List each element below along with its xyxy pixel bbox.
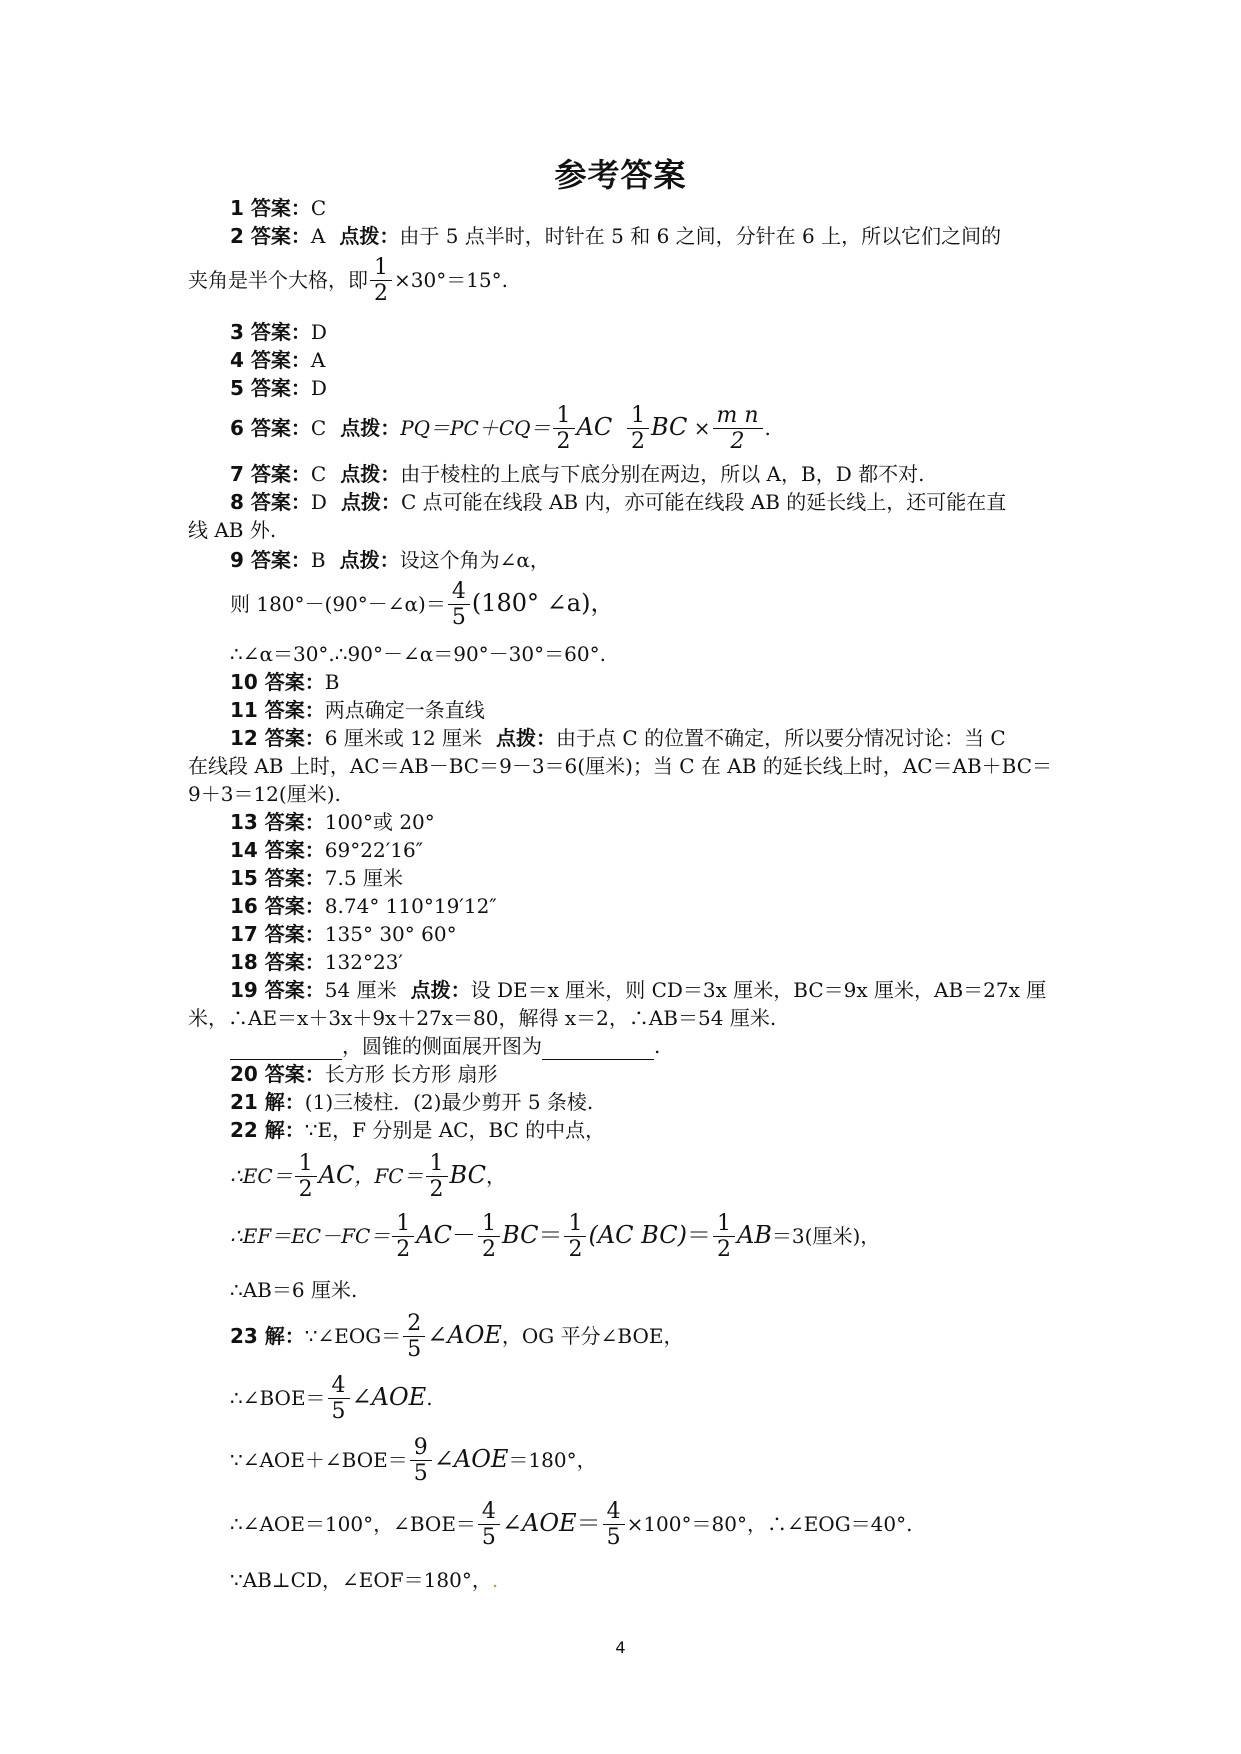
solution-text: AC (416, 1221, 452, 1249)
hint-text: ∴∠α＝30°.∴90°－∠α＝90°－30°＝60°. (230, 642, 606, 666)
hint-text: 线 AB 外. (188, 518, 277, 542)
answer-label: 11 答案： (230, 698, 325, 722)
fraction: $\frac{1}{2}$ (392, 1212, 414, 1263)
answer-label: 14 答案： (230, 838, 325, 862)
hint-text: . (764, 416, 771, 440)
answer-text: C (310, 462, 327, 486)
answer-label: 21 解： (230, 1090, 305, 1114)
answer-text: C (310, 196, 327, 220)
answer-15 (230, 864, 403, 892)
hint-text: (180° ∠a)， (471, 589, 615, 617)
answer-2-cont (188, 256, 508, 307)
solution-text: BC (502, 1221, 539, 1249)
answer-8 (230, 488, 1006, 516)
solution-text: (AC BC) (588, 1221, 687, 1249)
hint-text: 米，∴AE＝x＋3x＋9x＋27x＝80，解得 x＝2，∴AB＝54 厘米. (188, 1006, 777, 1030)
answer-10 (230, 668, 340, 696)
answer-text: 54 厘米 (324, 978, 397, 1002)
answer-11 (230, 696, 485, 724)
answer-label: 15 答案： (230, 866, 325, 890)
solution-text: ＝ (538, 1221, 563, 1249)
hint-text: 由于点 C 的位置不确定，所以要分情况讨论：当 C (556, 726, 1006, 750)
hint-text: 设 DE＝x 厘米，则 CD＝3x 厘米，BC＝9x 厘米，AB＝27x 厘 (470, 978, 1047, 1002)
hint-text: 设这个角为∠α， (399, 548, 550, 572)
solution-text: ∴∠BOE＝ (230, 1386, 326, 1410)
fraction: $\frac{4}{5}$ (328, 1374, 350, 1425)
hint-label: 点拨： (410, 978, 471, 1002)
solution-text: ∴AB＝6 厘米. (230, 1278, 358, 1302)
solution-text: ∠AOE (433, 1445, 509, 1473)
answer-9 (230, 546, 550, 574)
solution-text: ＝ (576, 1509, 601, 1537)
answer-label: 5 答案： (230, 376, 311, 400)
fraction: $\frac{9}{5}$ (410, 1436, 432, 1487)
answer-12-cont (188, 752, 1052, 780)
fill-blank (542, 1041, 654, 1060)
solution-text: BC (449, 1161, 486, 1189)
answer-1 (230, 194, 326, 222)
fraction: $\frac{1}{2}$ (478, 1212, 500, 1263)
fraction: $\frac{1}{2}$ (627, 404, 649, 455)
answer-label: 12 答案： (230, 726, 325, 750)
solution-text: . (426, 1386, 433, 1410)
answer-text: 7.5 厘米 (324, 866, 403, 890)
answer-22-line3 (230, 1212, 880, 1263)
solution-text: ∴EF＝EC－FC＝ (230, 1224, 391, 1248)
answer-9-eq (230, 580, 614, 631)
solution-text: ，FC＝ (354, 1164, 424, 1188)
solution-text: ×100°＝80°，∴∠EOG＝40°. (626, 1512, 913, 1536)
answer-label: 8 答案： (230, 490, 311, 514)
answer-2 (230, 222, 1001, 250)
solution-text: ，OG 平分∠BOE， (501, 1324, 684, 1348)
answer-22-line4 (230, 1276, 357, 1304)
stem-text: ，圆锥的侧面展开图为 (342, 1034, 542, 1058)
hint-text: C 点可能在线段 AB 内，亦可能在线段 AB 的延长线上，还可能在直 (400, 490, 1007, 514)
answer-text: 长方形 长方形 扇形 (324, 1062, 498, 1086)
solution-text: ∠AOE (501, 1509, 577, 1537)
stray-mark: . (491, 1568, 499, 1592)
answer-19 (230, 976, 1046, 1004)
hint-text: 由于 5 点半时，时针在 5 和 6 之间，分针在 6 上，所以它们之间的 (399, 224, 1002, 248)
answer-text: C (310, 416, 327, 440)
answer-5 (230, 374, 327, 402)
solution-text: ∵∠AOE＋∠BOE＝ (230, 1448, 408, 1472)
hint-label: 点拨： (339, 224, 400, 248)
fraction: $\frac{2}{5}$ (403, 1312, 425, 1363)
hint-label: 点拨： (340, 416, 401, 440)
answer-6 (230, 404, 771, 455)
answer-text: 8.74° 110°19′12″ (324, 894, 497, 918)
answer-23 (230, 1312, 683, 1363)
solution-text: － (452, 1221, 476, 1249)
solution-text: ＝ (686, 1221, 711, 1249)
answer-text: D (310, 376, 327, 400)
fraction: $\frac{1}{2}$ (295, 1152, 317, 1203)
answer-text: D (310, 320, 327, 344)
solution-text: ＝3(厘米)， (771, 1224, 881, 1248)
fraction: $\frac{4}{5}$ (448, 580, 470, 631)
answer-7 (230, 460, 924, 488)
answer-4 (230, 346, 325, 374)
hint-label: 点拨： (496, 726, 557, 750)
fraction: $\frac{\text{m n}}{2}$ (713, 404, 763, 455)
answer-text: 100°或 20° (324, 810, 435, 834)
fraction: $\frac{1}{2}$ (426, 1152, 448, 1203)
answer-text: 6 厘米或 12 厘米 (324, 726, 483, 750)
answer-text: 69°22′16″ (324, 838, 424, 862)
fraction: $\frac{4}{5}$ (603, 1500, 625, 1551)
solution-text: ， (485, 1164, 506, 1188)
answer-label: 2 答案： (230, 224, 311, 248)
answer-label: 9 答案： (230, 548, 311, 572)
answer-17 (230, 920, 457, 948)
answer-23-line5 (230, 1566, 498, 1594)
solution-text: ∵∠EOG＝ (304, 1324, 402, 1348)
solution-text: AB (736, 1221, 772, 1249)
answer-22 (230, 1116, 605, 1144)
answer-text: B (310, 548, 326, 572)
answer-text: A (310, 224, 326, 248)
fraction: $\frac{4}{5}$ (478, 1500, 500, 1551)
hint-label: 点拨： (340, 490, 401, 514)
hint-label: 点拨： (339, 548, 400, 572)
page-title: 参考答案 (554, 156, 687, 194)
answer-23-line3 (230, 1436, 597, 1487)
page-number: 4 (615, 1638, 626, 1657)
solution-text: ＝180°， (508, 1448, 597, 1472)
solution-text: ∴EC＝ (230, 1164, 293, 1188)
solution-text: ∵AB⊥CD，∠EOF＝180°， (230, 1568, 492, 1592)
solution-text: ∠AOE (427, 1321, 502, 1349)
answer-label: 20 答案： (230, 1062, 325, 1086)
fraction: $\frac{1}{2}$ (553, 404, 575, 455)
answer-12 (230, 724, 1006, 752)
answer-label: 19 答案： (230, 978, 325, 1002)
fraction: $\frac{1}{2}$ (713, 1212, 735, 1263)
solution-text: ∵E，F 分别是 AC，BC 的中点， (304, 1118, 606, 1142)
answer-14 (230, 836, 423, 864)
answer-label: 23 解： (230, 1324, 305, 1348)
answer-label: 17 答案： (230, 922, 325, 946)
answer-label: 10 答案： (230, 670, 325, 694)
hint-text: × (693, 416, 711, 440)
stem-text: . (654, 1034, 661, 1058)
hint-text: BC (650, 413, 688, 441)
answer-23-line4 (230, 1500, 912, 1551)
hint-text: AC (576, 413, 613, 441)
fill-blank (230, 1041, 342, 1060)
hint-text: PQ＝PC＋CQ＝ (400, 416, 551, 440)
answer-label: 6 答案： (230, 416, 311, 440)
fraction: $\frac{1}{2}$ (564, 1212, 586, 1263)
answer-label: 22 解： (230, 1118, 305, 1142)
solution-text: ∠AOE (351, 1383, 427, 1411)
answer-21 (230, 1088, 593, 1116)
hint-text: 由于棱柱的上底与下底分别在两边，所以 A，B，D 都不对. (400, 462, 925, 486)
answer-23-line2 (230, 1374, 433, 1425)
hint-text: ×30°＝15°. (394, 268, 509, 292)
hint-text: 9＋3＝12(厘米). (188, 782, 341, 806)
answer-16 (230, 892, 497, 920)
answer-label: 7 答案： (230, 462, 311, 486)
hint-text: 在线段 AB 上时，AC＝AB－BC＝9－3＝6(厘米)；当 C 在 AB 的延长线上时，AC＝AB＋BC＝ (188, 754, 1053, 778)
answer-3 (230, 318, 327, 346)
solution-text: AC (318, 1161, 355, 1189)
answer-9-result (230, 640, 606, 668)
hint-text: 则 180°－(90°－∠α)＝ (230, 592, 446, 616)
hint-text: 夹角是半个大格，即 (188, 268, 368, 292)
fraction: $\frac{1}{2}$ (370, 256, 392, 307)
answer-text: D (310, 490, 327, 514)
answer-20 (230, 1060, 498, 1088)
answer-label: 16 答案： (230, 894, 325, 918)
answer-13 (230, 808, 435, 836)
answer-text: 135° 30° 60° (324, 922, 457, 946)
question-20-stem (230, 1032, 660, 1060)
answer-label: 18 答案： (230, 950, 325, 974)
answer-22-line2 (230, 1152, 506, 1203)
answer-label: 3 答案： (230, 320, 311, 344)
answer-text: B (324, 670, 340, 694)
answer-label: 4 答案： (230, 348, 311, 372)
answer-label: 13 答案： (230, 810, 325, 834)
answer-18 (230, 948, 403, 976)
hint-label: 点拨： (340, 462, 401, 486)
answer-text: (1)三棱柱．(2)最少剪开 5 条棱. (304, 1090, 594, 1114)
answer-8-cont (188, 516, 276, 544)
answer-label: 1 答案： (230, 196, 311, 220)
answer-19-cont (188, 1004, 776, 1032)
solution-text: ∴∠AOE＝100°，∠BOE＝ (230, 1512, 476, 1536)
answer-text: 132°23′ (324, 950, 403, 974)
answer-12-cont2 (188, 780, 341, 808)
answer-text: 两点确定一条直线 (324, 698, 485, 722)
answer-text: A (310, 348, 326, 372)
